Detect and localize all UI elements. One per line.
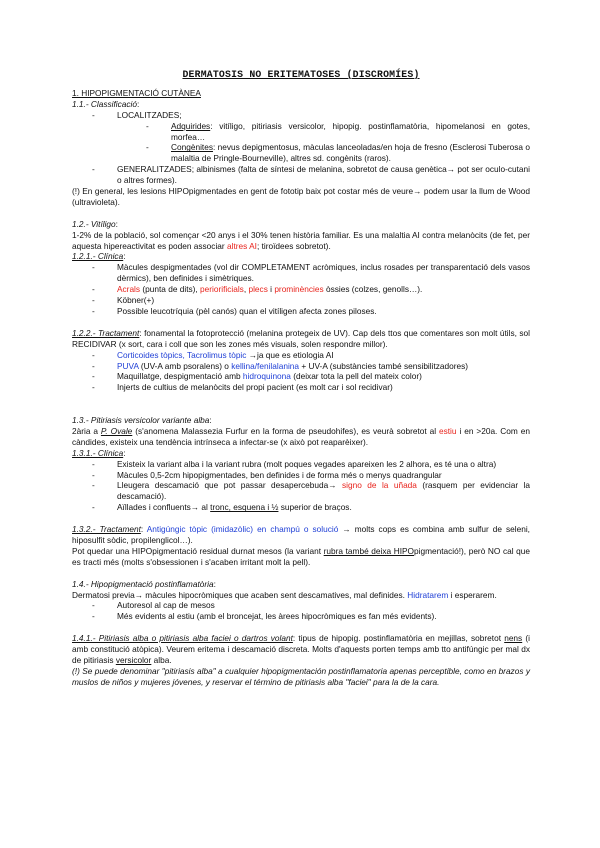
subsection-1-3-2-heading: 1.3.2.- Tractament xyxy=(72,524,141,535)
vitiligo-intro: 1-2% de la població, sol començar <20 anys i el 30% tenen història familiar. Es una malaltia AI contra melanòcits (de fet, per aquesta hipereactivitat es poden associar altres AI; tiroïdees sobretot). xyxy=(72,229,530,251)
list-item-localitzades: - LOCALITZADES; xyxy=(72,110,530,121)
list-item: - Màcules despigmentades (vol dir COMPLETAMENT acròmiques, inclus rosades per transparentació dels vasos dèrmics), ben definides i simètriques. xyxy=(72,262,530,284)
subsection-1-2-2-heading: 1.2.2.- Tractament xyxy=(72,327,140,338)
list-item: - Maquillatge, despigmentació amb hidroquinona (deixar tota la pell del mateix color) xyxy=(72,371,530,382)
document-page xyxy=(72,70,530,688)
list-item: - Injerts de cultius de melanòcits del propi pacient (es molt car i sol recidivar) xyxy=(72,382,530,393)
list-item: - Autoresol al cap de mesos xyxy=(72,600,530,611)
list-item: - Més evidents al estiu (amb el broncejat, les àrees hipocròmiques es fan més evidents). xyxy=(72,611,530,622)
subsection-1-2-1: 1.2.1.- Clínica: xyxy=(72,251,126,262)
document-title: DERMATOSIS NO ERITEMATOSES (DISCROMÍES) xyxy=(182,69,420,80)
list-item: - Acrals (punta de dits), periorificials, plecs i prominències òssies (colzes, genolls…). xyxy=(72,284,530,295)
postinflammatory-intro: Dermatosi previa→ màcules hipocròmiques que acaben sent descamatives, mal definides. Hidratarem i esperarem. xyxy=(72,589,497,600)
subsection-1-3: 1.3.- Pitiriasis versicolor variante alba: xyxy=(72,415,212,426)
list-item-adquirides: - Adquirides: vitíligo, pitiriasis versicolor, hipopig. postinflamatòria, hipomelanosi en gotes, morfea… xyxy=(72,121,530,143)
pitiriasis-treatment: 1.3.2.- Tractament: Antigúngic tòpic (imidazòlic) en champú o solució → molts cops es combina amb sulfur de seleni, hiposulfit sòdic, propilenglicol…). xyxy=(72,524,530,545)
pitiriasis-intro: 2ària a P. Ovale (s'anomena Malassezia Furfur en la forma de pseudohifes), es veurà sobretot al estiu i en >20a. Com en càndides, existeix una tendència intrínseca a infectar-se (x això pot reaparèixer). xyxy=(72,425,530,447)
subsection-1-2: 1.2.- Vitíligo: xyxy=(72,218,118,229)
list-item: - Aïllades i confluents→ al tronc, esquena i ½ superior de braços. xyxy=(72,502,530,513)
subsection-1-4-1-heading: 1.4.1.- Pitiriasis alba o pitiriasis alba faciei o dartros volant xyxy=(72,633,293,644)
list-item: - Possible leucotríquia (pèl canós) quan el vitíligen afecta zones piloses. xyxy=(72,306,530,317)
subsection-1-3-heading: 1.3.- Pitiriasis versicolor variante alba xyxy=(72,415,210,426)
subsection-1-3-1-heading: 1.3.1.- Clínica xyxy=(72,447,124,458)
pitiriasis-alba: 1.4.1.- Pitiriasis alba o pitiriasis alba faciei o dartros volant: tipus de hipopig. postinflamatòria en mejillas, sobretot nens (i amb constitució atòpica). Veurem eritema i descamació discreta. Molts d'aquests porten temps amb tto antifúngic per mal dx de pitiriasis versicolor alba. xyxy=(72,633,530,665)
note-pitiriasis-alba: (!) Se puede denominar "pitiriasis alba" a cualquier hipopigmentación postinflamatoria apenas perceptible, como en brazos y muslos de niños y mujeres jóvenes, y reservar el término de pitiriasis alba "faciei" para la de la cara. xyxy=(72,665,530,687)
list-item-congenites: - Congènites: nevus depigmentosus, màculas lanceoladas/en hoja de fresno (Esclerosi Tuberosa o malaltia de Pringle-Bourneville), altres sd. congènits (raros). xyxy=(72,142,530,164)
subsection-1-1-heading: 1.1.- Classificació xyxy=(72,98,138,109)
subsection-1-4-heading: 1.4.- Hipopigmentació postinflamatòria xyxy=(72,578,214,589)
pitiriasis-residual: Pot quedar una HIPOpigmentació residual durnat mesos (la variant rubra també deixa HIPOpigmentació!), però NO cal que es tracti més (molts s'obsessionen i s'acaben irritant molt la pell). xyxy=(72,545,530,567)
subsection-1-3-1: 1.3.1.- Clínica: xyxy=(72,447,126,458)
subsection-1-1: 1.1.- Classificació: xyxy=(72,98,140,109)
list-item: - Köbner(+) xyxy=(72,295,530,306)
list-item: - PUVA (UV-A amb psoralens) o kellina/fenilalanina + UV-A (substàncies també sensibilitzadores) xyxy=(72,361,530,372)
note-wood-light: (!) En general, les lesions HIPOpigmentades en gent de fototip baix pot costar més de veure→ podem usar la llum de Wood (ultravioleta). xyxy=(72,186,530,207)
list-item-generalitzades: - GENERALITZADES; albinismes (falta de síntesi de melanina, sobretot de causa genètica→ pot ser oculo-cutani o altres formes). xyxy=(72,164,530,186)
section-1-heading: 1. HIPOPIGMENTACIÓ CUTÀNEA xyxy=(72,87,201,98)
list-item: - Existeix la variant alba i la variant rubra (molt poques vegades apareixen les 2 alhora, es té una o altra) xyxy=(72,459,530,470)
subsection-1-4: 1.4.- Hipopigmentació postinflamatòria: xyxy=(72,578,216,589)
subsection-1-2-heading: 1.2.- Vitíligo xyxy=(72,218,116,229)
list-item: - Lleugera descamació que pot passar desapercebuda→ signo de la uñada (rasquem per evidenciar la descamació). xyxy=(72,480,530,502)
list-item: - Màcules 0,5-2cm hipopigmentades, ben definides i de forma més o menys quadrangular xyxy=(72,470,530,481)
list-item: - Corticoides tòpics, Tacrolimus tòpic →ja que es etiologia AI xyxy=(72,350,530,361)
vitiligo-treatment: 1.2.2.- Tractament: fonamental la fotoprotecció (melanina protegeix de UV). Cap dels ttos que comentares son molt útils, sol RECIDIVAR (x sort, cara i coll que son les zones més visuals, solen respondre millor). xyxy=(72,327,531,349)
subsection-1-2-1-heading: 1.2.1.- Clínica xyxy=(72,251,124,262)
